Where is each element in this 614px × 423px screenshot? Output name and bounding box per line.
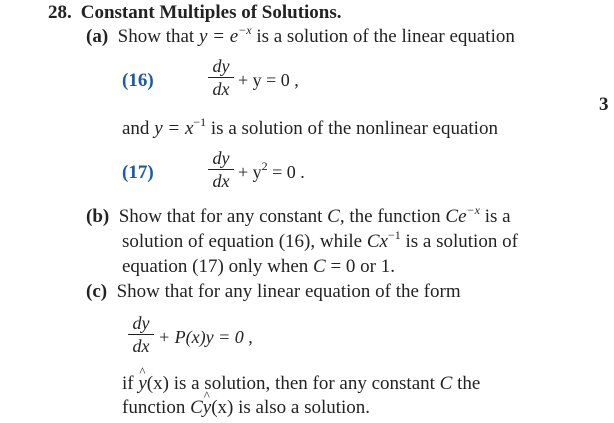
part-b-line1-a: Show that for any constant bbox=[118, 206, 323, 227]
part-a-label: (a) bbox=[86, 26, 109, 47]
part-b-label: (b) bbox=[86, 206, 110, 227]
part-b-line1-c: C, bbox=[327, 206, 345, 227]
eq16-numerator: dy bbox=[212, 56, 230, 76]
part-c-label: (c) bbox=[86, 281, 108, 302]
eq16-fraction-bar bbox=[208, 77, 234, 78]
part-c-line2-end: the bbox=[457, 373, 481, 394]
part-c-line3-a: function bbox=[122, 397, 186, 418]
part-c-line3-b: (x) is also a solution. bbox=[211, 397, 371, 418]
problem-number: 28. bbox=[48, 2, 72, 23]
part-b-line3-c: C bbox=[313, 256, 326, 277]
part-c-line2 bbox=[122, 373, 480, 395]
eq17-numerator: dy bbox=[212, 148, 230, 168]
part-c-line2-a: if bbox=[122, 373, 134, 394]
part-a-middle bbox=[122, 115, 498, 140]
part-c-line1 bbox=[86, 281, 461, 303]
part-a-intro-prefix: Show that bbox=[117, 26, 195, 47]
eq17-rest bbox=[238, 159, 305, 183]
eq17-denominator: dx bbox=[212, 171, 230, 191]
part-c-fraction-bar bbox=[128, 334, 154, 335]
part-c-line2-c: C bbox=[439, 373, 453, 394]
eq17-tag: (17) bbox=[122, 162, 154, 183]
eq16-fraction bbox=[208, 56, 234, 99]
part-a-middle-suffix: is a solution of the nonlinear equation bbox=[210, 118, 498, 139]
part-a-middle-eq: y = x bbox=[154, 118, 194, 139]
part-c-numerator: dy bbox=[132, 313, 150, 333]
eq16-rest: + y = 0 , bbox=[238, 70, 299, 90]
part-b-line1-exp: −x bbox=[466, 203, 480, 217]
part-c-fraction bbox=[128, 313, 154, 356]
eq17-fraction bbox=[208, 148, 234, 191]
part-a-intro-exp: −x bbox=[238, 23, 252, 37]
part-c-line2-b: (x) is a solution, then for any constant bbox=[146, 373, 435, 394]
part-b-line1-end: is a bbox=[484, 206, 511, 227]
part-b-line2 bbox=[122, 228, 518, 253]
eq17-exp: 2 bbox=[261, 159, 268, 173]
part-c-denominator: dx bbox=[132, 336, 150, 356]
part-c-eq-rest: + P(x)y = 0 , bbox=[158, 327, 253, 347]
problem-heading bbox=[48, 2, 342, 24]
eq17-fraction-bar bbox=[208, 169, 234, 170]
part-b-line3-a: equation (17) only when bbox=[122, 256, 309, 277]
part-c-line2-yhat: ^ y bbox=[138, 373, 146, 395]
part-a-middle-prefix: and bbox=[122, 118, 150, 139]
eq16-tag: (16) bbox=[122, 70, 154, 91]
problem-title: Constant Multiples of Solutions. bbox=[80, 2, 342, 23]
part-b-line2-end: is a solution of bbox=[405, 231, 518, 252]
eq16-denominator: dx bbox=[212, 79, 230, 99]
part-a-middle-exp: −1 bbox=[193, 115, 207, 129]
part-a-intro-suffix: is a solution of the linear equation bbox=[256, 26, 515, 47]
part-b-line2-exp: −1 bbox=[387, 228, 401, 242]
part-c-line3-c: C bbox=[190, 397, 203, 418]
part-c-line3 bbox=[122, 397, 370, 419]
part-b-line3 bbox=[122, 256, 395, 278]
part-b-line3-b: = 0 or 1. bbox=[330, 256, 395, 277]
part-a-intro-eq: y = e bbox=[198, 26, 239, 47]
part-b-line1-b: the function bbox=[349, 206, 441, 227]
part-c-line1-text: Show that for any linear equation of the form bbox=[116, 281, 461, 302]
eq17-rest-b: = 0 . bbox=[272, 162, 305, 182]
eq17-rest-a: + y bbox=[238, 162, 262, 182]
part-b-line2-cx: Cx bbox=[366, 231, 388, 252]
part-a-intro bbox=[86, 23, 515, 48]
part-b-line2-a: solution of equation (16), while bbox=[122, 231, 363, 252]
part-b-line1-ce: Ce bbox=[445, 206, 467, 227]
margin-number: 3 bbox=[599, 94, 609, 115]
part-c-line3-yhat: ^ y bbox=[203, 397, 211, 419]
part-b-line1 bbox=[86, 203, 511, 228]
